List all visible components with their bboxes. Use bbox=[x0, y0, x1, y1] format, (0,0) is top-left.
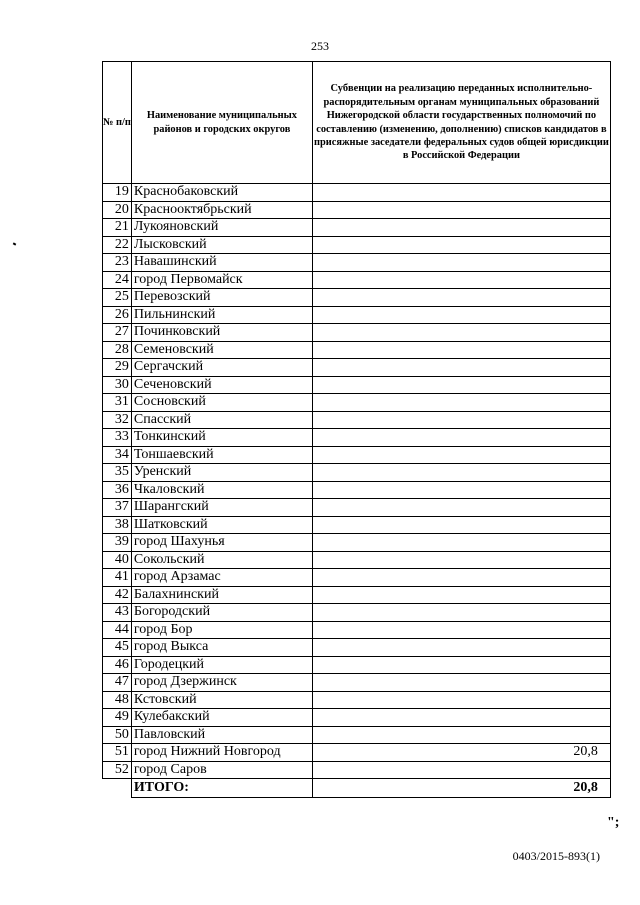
row-number: 46 bbox=[103, 656, 132, 674]
table-row bbox=[103, 394, 611, 412]
total-blank-cell bbox=[103, 779, 132, 798]
table-row bbox=[103, 324, 611, 342]
table-row bbox=[103, 639, 611, 657]
table-row bbox=[103, 604, 611, 622]
row-subsidy-value bbox=[312, 709, 610, 727]
row-subsidy-value: 20,8 bbox=[312, 744, 610, 762]
row-number: 33 bbox=[103, 429, 132, 447]
row-municipality: Тонкинский bbox=[131, 429, 312, 447]
row-subsidy-value bbox=[312, 621, 610, 639]
table-row bbox=[103, 621, 611, 639]
row-number: 36 bbox=[103, 481, 132, 499]
row-number: 21 bbox=[103, 219, 132, 237]
row-number: 51 bbox=[103, 744, 132, 762]
table-row bbox=[103, 674, 611, 692]
row-subsidy-value bbox=[312, 254, 610, 272]
row-municipality: Балахнинский bbox=[131, 586, 312, 604]
row-number: 20 bbox=[103, 201, 132, 219]
row-number: 32 bbox=[103, 411, 132, 429]
row-subsidy-value bbox=[312, 271, 610, 289]
row-subsidy-value bbox=[312, 604, 610, 622]
document-code: 0403/2015-893(1) bbox=[512, 849, 600, 863]
row-municipality: Шатковский bbox=[131, 516, 312, 534]
row-municipality: Починковский bbox=[131, 324, 312, 342]
table-row bbox=[103, 254, 611, 272]
table-body bbox=[103, 184, 611, 779]
table-row bbox=[103, 744, 611, 762]
row-municipality: Чкаловский bbox=[131, 481, 312, 499]
table-row bbox=[103, 446, 611, 464]
row-municipality: Спасский bbox=[131, 411, 312, 429]
row-subsidy-value bbox=[312, 376, 610, 394]
row-subsidy-value bbox=[312, 691, 610, 709]
table-row bbox=[103, 271, 611, 289]
row-number: 44 bbox=[103, 621, 132, 639]
row-number: 47 bbox=[103, 674, 132, 692]
row-number: 40 bbox=[103, 551, 132, 569]
row-municipality: Кстовский bbox=[131, 691, 312, 709]
row-number: 24 bbox=[103, 271, 132, 289]
row-municipality: город Арзамас bbox=[131, 569, 312, 587]
scan-mark bbox=[13, 242, 17, 245]
table-row bbox=[103, 534, 611, 552]
row-subsidy-value bbox=[312, 359, 610, 377]
row-municipality: Сосновский bbox=[131, 394, 312, 412]
row-number: 34 bbox=[103, 446, 132, 464]
table-row bbox=[103, 499, 611, 517]
subsidy-table bbox=[102, 61, 611, 798]
row-number: 52 bbox=[103, 761, 132, 779]
row-municipality: Навашинский bbox=[131, 254, 312, 272]
row-subsidy-value bbox=[312, 411, 610, 429]
row-number: 27 bbox=[103, 324, 132, 342]
table-row bbox=[103, 236, 611, 254]
table-row bbox=[103, 569, 611, 587]
row-municipality: Сергачский bbox=[131, 359, 312, 377]
table-row bbox=[103, 201, 611, 219]
table-row bbox=[103, 726, 611, 744]
table-row bbox=[103, 184, 611, 202]
row-subsidy-value bbox=[312, 236, 610, 254]
row-subsidy-value bbox=[312, 569, 610, 587]
row-municipality: Краснооктябрьский bbox=[131, 201, 312, 219]
row-subsidy-value bbox=[312, 446, 610, 464]
header-number: № п/п bbox=[103, 62, 132, 184]
table-row bbox=[103, 691, 611, 709]
header-municipality: Наименование муниципальных районов и городских округов bbox=[131, 62, 312, 184]
row-subsidy-value bbox=[312, 639, 610, 657]
table-row bbox=[103, 656, 611, 674]
row-number: 29 bbox=[103, 359, 132, 377]
row-municipality: город Выкса bbox=[131, 639, 312, 657]
row-number: 45 bbox=[103, 639, 132, 657]
row-subsidy-value bbox=[312, 551, 610, 569]
row-municipality: Павловский bbox=[131, 726, 312, 744]
table-row bbox=[103, 376, 611, 394]
table-row bbox=[103, 289, 611, 307]
row-subsidy-value bbox=[312, 219, 610, 237]
row-number: 42 bbox=[103, 586, 132, 604]
row-subsidy-value bbox=[312, 201, 610, 219]
row-municipality: Семеновский bbox=[131, 341, 312, 359]
row-number: 30 bbox=[103, 376, 132, 394]
table-row bbox=[103, 464, 611, 482]
row-municipality: Сеченовский bbox=[131, 376, 312, 394]
row-municipality: Богородский bbox=[131, 604, 312, 622]
row-subsidy-value bbox=[312, 429, 610, 447]
row-number: 28 bbox=[103, 341, 132, 359]
row-subsidy-value bbox=[312, 674, 610, 692]
row-subsidy-value bbox=[312, 289, 610, 307]
table-row bbox=[103, 761, 611, 779]
row-subsidy-value bbox=[312, 394, 610, 412]
table-row bbox=[103, 516, 611, 534]
row-municipality: Тоншаевский bbox=[131, 446, 312, 464]
table-row bbox=[103, 551, 611, 569]
row-municipality: город Бор bbox=[131, 621, 312, 639]
row-municipality: Шарангский bbox=[131, 499, 312, 517]
row-municipality: город Первомайск bbox=[131, 271, 312, 289]
table-row bbox=[103, 359, 611, 377]
row-municipality: Пильнинский bbox=[131, 306, 312, 324]
table-row bbox=[103, 429, 611, 447]
row-subsidy-value bbox=[312, 324, 610, 342]
row-municipality: город Саров bbox=[131, 761, 312, 779]
row-subsidy-value bbox=[312, 586, 610, 604]
row-municipality: город Нижний Новгород bbox=[131, 744, 312, 762]
row-number: 50 bbox=[103, 726, 132, 744]
row-municipality: город Дзержинск bbox=[131, 674, 312, 692]
row-subsidy-value bbox=[312, 499, 610, 517]
row-number: 38 bbox=[103, 516, 132, 534]
row-municipality: Городецкий bbox=[131, 656, 312, 674]
row-municipality: город Шахунья bbox=[131, 534, 312, 552]
row-subsidy-value bbox=[312, 516, 610, 534]
row-subsidy-value bbox=[312, 761, 610, 779]
total-label: ИТОГО: bbox=[131, 779, 312, 798]
table-row bbox=[103, 586, 611, 604]
row-subsidy-value bbox=[312, 726, 610, 744]
row-number: 35 bbox=[103, 464, 132, 482]
table-row bbox=[103, 306, 611, 324]
row-number: 26 bbox=[103, 306, 132, 324]
row-number: 23 bbox=[103, 254, 132, 272]
row-number: 22 bbox=[103, 236, 132, 254]
row-number: 39 bbox=[103, 534, 132, 552]
row-subsidy-value bbox=[312, 464, 610, 482]
page-number: 253 bbox=[311, 39, 329, 53]
table-row bbox=[103, 219, 611, 237]
row-subsidy-value bbox=[312, 481, 610, 499]
row-municipality: Перевозский bbox=[131, 289, 312, 307]
row-number: 25 bbox=[103, 289, 132, 307]
row-number: 48 bbox=[103, 691, 132, 709]
row-number: 43 bbox=[103, 604, 132, 622]
row-municipality: Кулебакский bbox=[131, 709, 312, 727]
row-municipality: Лукояновский bbox=[131, 219, 312, 237]
header-subsidy: Субвенции на реализацию переданных исполнительно-распорядительным органам муниципальных образований Нижегородской области государственных полномочий по составлению (изменению, дополнению) списков кандидатов в присяжные заседатели федеральных судов общей юрисдикции в Российской Федерации bbox=[312, 62, 610, 184]
row-subsidy-value bbox=[312, 534, 610, 552]
row-subsidy-value bbox=[312, 306, 610, 324]
row-subsidy-value bbox=[312, 656, 610, 674]
table-row bbox=[103, 411, 611, 429]
row-number: 37 bbox=[103, 499, 132, 517]
row-number: 31 bbox=[103, 394, 132, 412]
table-row bbox=[103, 341, 611, 359]
row-subsidy-value bbox=[312, 184, 610, 202]
table-row bbox=[103, 709, 611, 727]
table-row bbox=[103, 481, 611, 499]
row-subsidy-value bbox=[312, 341, 610, 359]
row-municipality: Лысковский bbox=[131, 236, 312, 254]
row-municipality: Сокольский bbox=[131, 551, 312, 569]
total-row bbox=[103, 779, 611, 798]
row-municipality: Уренский bbox=[131, 464, 312, 482]
row-number: 49 bbox=[103, 709, 132, 727]
row-number: 41 bbox=[103, 569, 132, 587]
total-value: 20,8 bbox=[312, 779, 610, 798]
row-number: 19 bbox=[103, 184, 132, 202]
table-header-row bbox=[103, 62, 611, 184]
row-municipality: Краснобаковский bbox=[131, 184, 312, 202]
closing-quote: "; bbox=[607, 815, 620, 830]
